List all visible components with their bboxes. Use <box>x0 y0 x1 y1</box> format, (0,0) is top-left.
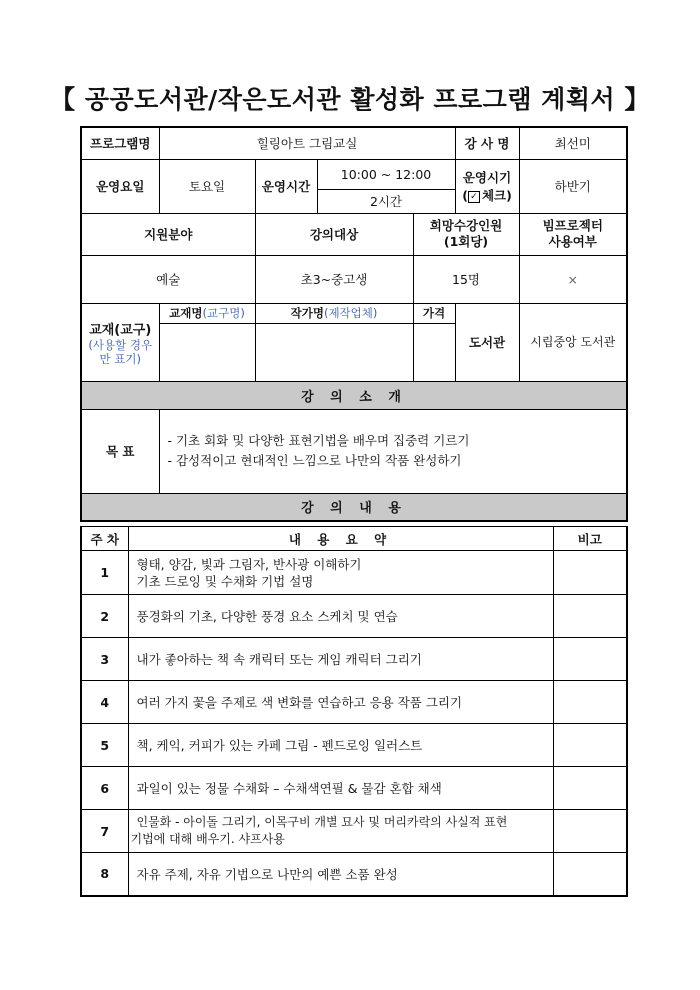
support-field-value: 예술 <box>81 255 255 303</box>
intro-header: 강 의 소 개 <box>81 381 627 409</box>
week-number: 6 <box>81 767 128 810</box>
week-number: 7 <box>81 810 128 853</box>
week-note <box>553 724 627 767</box>
instructor-label: 강 사 명 <box>455 127 519 159</box>
projector-label: 빔프로젝터 <box>542 218 603 233</box>
week-note <box>553 595 627 638</box>
material-price-value <box>413 323 455 381</box>
projector-value: × <box>519 255 627 303</box>
week-summary: 풍경화의 기초, 다양한 풍경 요소 스케치 및 연습 <box>128 595 553 638</box>
summary-line: 형태, 양감, 빛과 그림자, 반사광 이해하기 <box>136 556 362 572</box>
material-name-value <box>159 323 255 381</box>
weekly-content-table <box>80 526 628 897</box>
program-info-table <box>80 126 628 522</box>
target-value: 초3~중고생 <box>255 255 413 303</box>
target-label: 강의대상 <box>255 213 413 255</box>
goal-label: 목 표 <box>81 409 159 493</box>
period-label: 운영시기 <box>462 170 512 185</box>
capacity-label: 희망수강인원 <box>429 218 503 233</box>
week-note <box>553 681 627 724</box>
duration-value: 2시간 <box>317 189 455 213</box>
week-note <box>553 551 627 595</box>
day-value: 토요일 <box>159 159 255 213</box>
week-summary <box>128 810 553 853</box>
week-note <box>553 810 627 853</box>
time-value: 10:00 ~ 12:00 <box>317 159 455 189</box>
week-note <box>553 767 627 810</box>
projector-label-cell <box>519 213 627 255</box>
week-note <box>553 853 627 896</box>
material-name-label: 교재명 <box>169 306 203 320</box>
summary-line: 기초 드로잉 및 수채화 기법 설명 <box>136 573 314 589</box>
material-price-header: 가격 <box>413 303 455 323</box>
goal-item: - 감성적이고 현대적인 느낌으로 나만의 작품 완성하기 <box>167 453 462 468</box>
material-author-value <box>255 323 413 381</box>
week-number: 3 <box>81 638 128 681</box>
capacity-value: 15명 <box>413 255 519 303</box>
goal-item: - 기초 회화 및 다양한 표현기법을 배우며 집중력 기르기 <box>167 433 470 448</box>
program-name-label: 프로그램명 <box>81 127 159 159</box>
week-summary: 과일이 있는 정물 수채화 – 수채색연필 & 물감 혼합 채색 <box>128 767 553 810</box>
week-summary: 책, 케익, 커피가 있는 카페 그림 - 펜드로잉 일러스트 <box>128 724 553 767</box>
week-summary: 내가 좋아하는 책 속 캐릭터 또는 게임 캐릭터 그리기 <box>128 638 553 681</box>
week-number: 8 <box>81 853 128 896</box>
period-label-cell <box>455 159 519 213</box>
week-column-header: 주 차 <box>81 527 128 551</box>
period-check-label: 체크 <box>481 188 507 203</box>
projector-sub: 사용여부 <box>548 234 597 249</box>
day-label: 운영요일 <box>81 159 159 213</box>
material-author-header <box>255 303 413 323</box>
material-name-header <box>159 303 255 323</box>
time-label: 운영시간 <box>255 159 317 213</box>
checkbox-icon: ✓ <box>468 191 480 203</box>
period-check: ( ✓ 체크) <box>462 188 512 203</box>
material-author-label: 작가명 <box>290 306 324 320</box>
summary-column-header: 내 용 요 약 <box>128 527 553 551</box>
materials-label-cell <box>81 303 159 381</box>
week-number: 1 <box>81 551 128 595</box>
week-summary: 여러 가지 꽃을 주제로 색 변화를 연습하고 응용 작품 그리기 <box>128 681 553 724</box>
week-summary <box>128 551 553 595</box>
summary-line: 인물화 - 아이돌 그리기, 이목구비 개별 묘사 및 머리카락의 사실적 표현 <box>136 815 508 829</box>
material-author-sub: (제작업체) <box>323 306 378 320</box>
content-header: 강 의 내 용 <box>81 493 627 521</box>
materials-note: (사용할 경우만 표기) <box>88 337 153 366</box>
support-field-label: 지원분야 <box>81 213 255 255</box>
material-name-sub: (교구명) <box>202 306 245 320</box>
capacity-sub: (1회당) <box>443 234 489 249</box>
note-column-header: 비고 <box>553 527 627 551</box>
goal-list <box>159 409 627 493</box>
program-name-value: 힐링아트 그림교실 <box>159 127 455 159</box>
library-value: 시립중앙 도서관 <box>519 303 627 381</box>
week-summary: 자유 주제, 자유 기법으로 나만의 예쁜 소품 완성 <box>128 853 553 896</box>
period-value: 하반기 <box>519 159 627 213</box>
library-label: 도서관 <box>455 303 519 381</box>
capacity-label-cell <box>413 213 519 255</box>
week-note <box>553 638 627 681</box>
week-number: 5 <box>81 724 128 767</box>
week-number: 2 <box>81 595 128 638</box>
summary-line: 기법에 대해 배우기. 샤프사용 <box>130 832 285 846</box>
week-number: 4 <box>81 681 128 724</box>
instructor-value: 최선미 <box>519 127 627 159</box>
document-title: 【 공공도서관/작은도서관 활성화 프로그램 계획서 】 <box>50 85 650 114</box>
materials-label: 교재(교구) <box>89 322 152 338</box>
